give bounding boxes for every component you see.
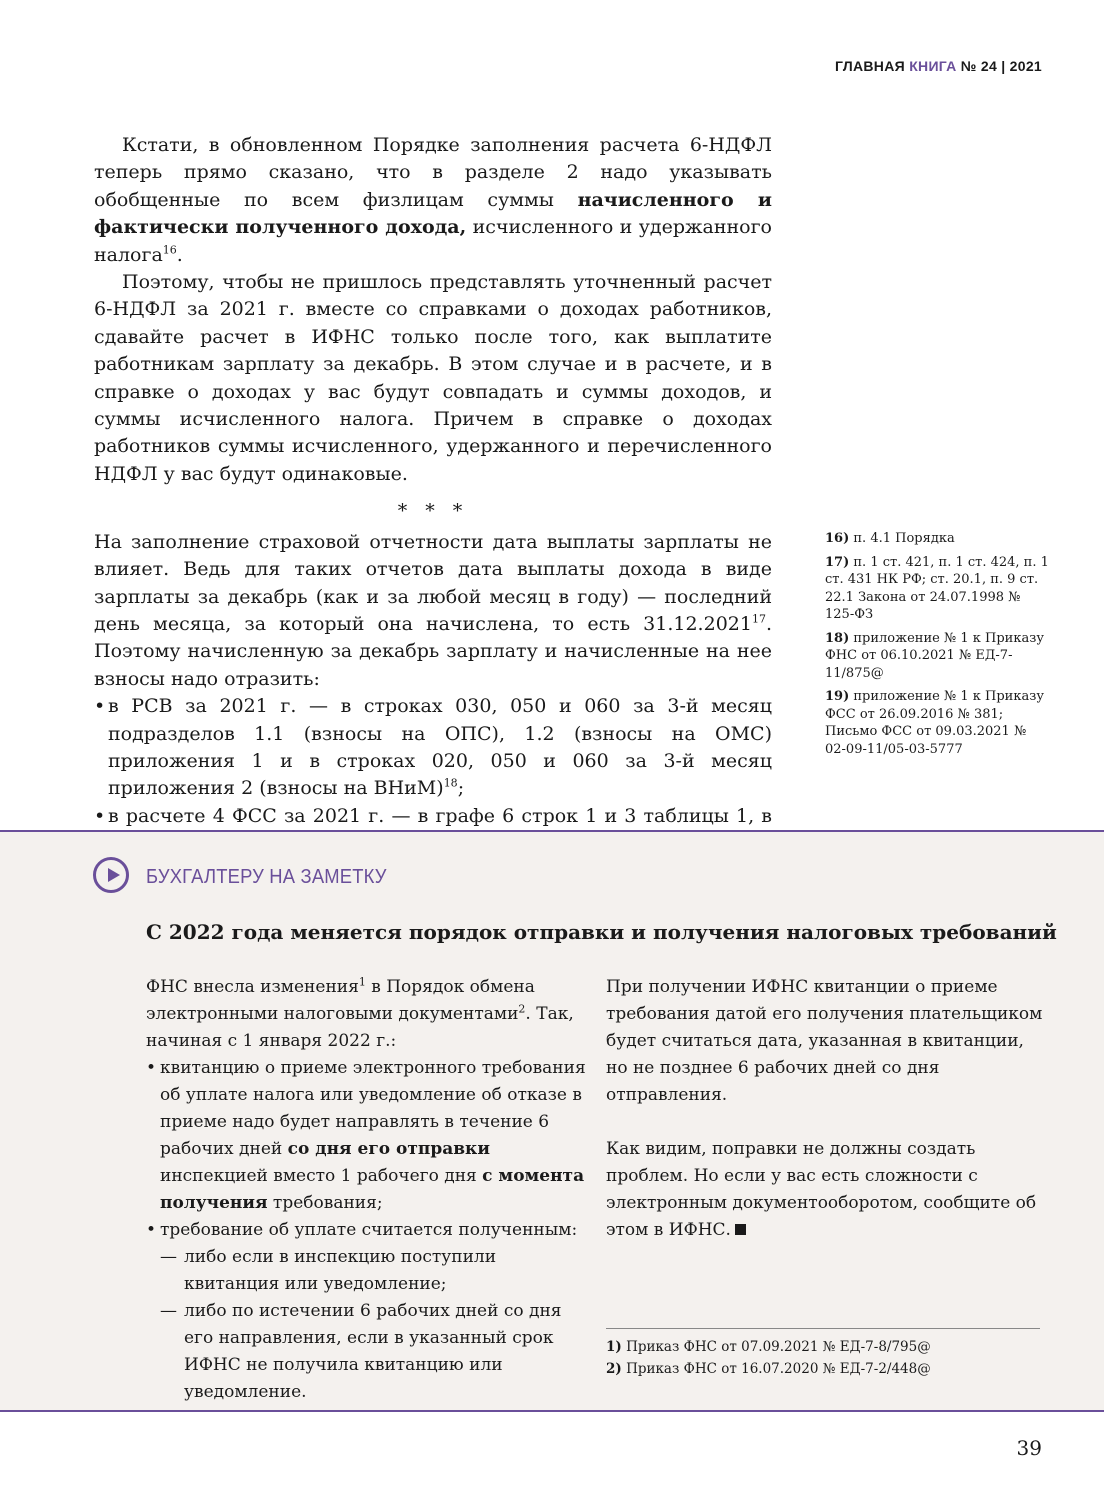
magazine-name-accent: КНИГА — [909, 58, 957, 74]
play-icon — [93, 857, 129, 893]
article-body — [94, 132, 772, 858]
paragraph: Поэтому, чтобы не пришлось представлять уточненный расчет 6-НДФЛ за 2021 г. вместе со справками о доходах работников, сдавайте расчет в ИФНС только после того, как выплатите работникам зарплату за декабрь. В этом случае и в расчете, и в справке о доходах у вас будут совпадать и суммы доходов, и суммы исчисленного налога. Причем в справке о доходах работников суммы исчисленного, удержанного и перечисленного НДФЛ у вас будут одинаковые. — [94, 271, 772, 485]
list-item: • в РСВ за 2021 г. — в строках 030, 050 и 060 за 3-й месяц подразделов 1.1 (взносы на ОПС), 1.2 (взносы на ОМС) приложения 1 и в строках 020, 050 и 060 за 3-й месяц приложения 2 (взносы на ВНиМ)$^{18}$; — [94, 693, 772, 803]
side-footnotes — [825, 530, 1050, 764]
paragraph: При получении ИФНС квитанции о приеме требования датой его получения плательщиком будет считаться дата, указанная в квитанции, но не позднее 6 рабочих дней со дня отправления. — [606, 977, 1043, 1105]
footnote: 2) Приказ ФНС от 16.07.2020 № ЕД-7-2/448@ — [606, 1361, 931, 1377]
magazine-name: ГЛАВНАЯ — [834, 58, 905, 74]
section-separator: * * * — [397, 500, 469, 523]
paragraph: Как видим, поправки не должны создать проблем. Но если у вас есть сложности с электронным документооборотом, сообщите об этом в ИФНС. — [606, 1139, 1037, 1240]
sub-list-item: — либо если в инспекцию поступили квитанция или уведомление; — [146, 1244, 586, 1298]
paragraph: На заполнение страховой отчетности дата выплаты зарплаты не влияет. Ведь для таких отчетов дата выплаты дохода в виде зарплаты за декабрь (как и за любой месяц в году) — последний день месяца, за который она начислена, то есть 31.12.2021$^{17}$. Поэтому начисленную за декабрь зарплату и начисленные на нее взносы надо отразить: — [94, 530, 772, 690]
paragraph: Кстати, в обновленном Порядке заполнения расчета 6-НДФЛ теперь прямо сказано, что в разделе 2 надо указывать обобщенные по всем физлицам суммы начисленного и фактически полученного дохода, исчисленного и удержанного налога$^{16}$. — [94, 134, 772, 266]
note-right-column — [606, 974, 1046, 1244]
paragraph: ФНС внесла изменения$^1$ в Порядок обмена электронными налоговыми документами$^2$. Так, начиная с 1 января 2022 г.: — [146, 975, 574, 1051]
list-item: • квитанцию о приеме электронного требования об уплате налога или уведомление об отказе в приеме надо будет направлять в течение 6 рабочих дней со дня его отправки инспекцией вместо 1 рабочего дня с момента получения требования; — [146, 1055, 586, 1217]
note-footnotes — [606, 1336, 931, 1380]
note-left-column — [146, 974, 586, 1406]
footnote: 19) приложение № 1 к Приказу ФСС от 26.09.2016 № 381; Письмо ФСС от 09.03.2021 № 02-09-11/05-03-5777 — [825, 689, 1044, 757]
note-box-label: БУХГАЛТЕРУ НА ЗАМЕТКУ — [146, 866, 387, 888]
issue-number: № 24 | 2021 — [960, 58, 1042, 74]
footnote: 1) Приказ ФНС от 07.09.2021 № ЕД-7-8/795@ — [606, 1339, 931, 1355]
list-item: • требование об уплате считается полученным: — [146, 1217, 586, 1244]
footnote: 18) приложение № 1 к Приказу ФНС от 06.10.2021 № ЕД-7-11/875@ — [825, 630, 1044, 681]
footnote-divider — [606, 1328, 1040, 1329]
page-number: 39 — [1016, 1436, 1042, 1460]
running-header — [835, 58, 1042, 74]
footnote: 17) п. 1 ст. 421, п. 1 ст. 424, п. 1 ст. 431 НК РФ; ст. 20.1, п. 9 ст. 22.1 Закона от 24.07.1998 № 125-ФЗ — [825, 554, 1049, 622]
list-item: • в расчете 4 ФСС за 2021 г. — в графе 6 строк 1 и 3 таблицы 1, в — [94, 803, 772, 858]
end-mark-icon — [735, 1224, 746, 1235]
sub-list-item: — либо по истечении 6 рабочих дней со дня его направления, если в указанный срок ИФНС не получила квитанцию или уведомление. — [146, 1298, 586, 1406]
footnote: 16) п. 4.1 Порядка — [825, 531, 955, 546]
note-box-title: С 2022 года меняется порядок отправки и получения налоговых требований — [146, 920, 1057, 944]
